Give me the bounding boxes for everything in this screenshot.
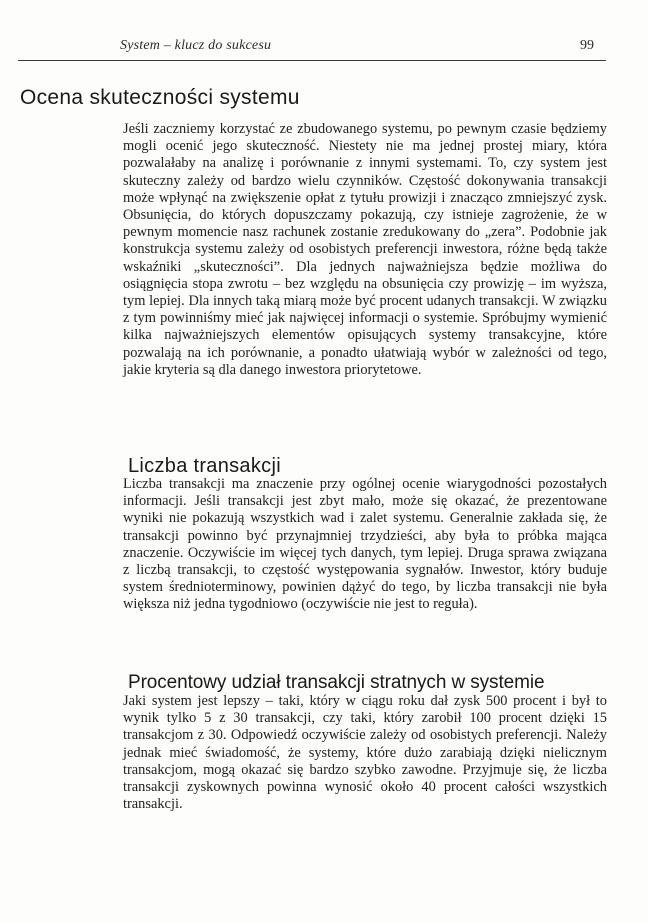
subsection-paragraph-procentowy-udzial: Jaki system jest lepszy – taki, który w ciągu roku dał zysk 500 procent i był to wynik tylko 5 z 30 transakcji, czy taki, który zarobił 100 procent dzięki 15 transakcjom z 30. Odpowiedź oczywiście zależy od osobistych preferencji. Należy jednak mieć świadomość, że systemy, które dużo zarabiają dzięki nielicznym transakcjom, mogą okazać się bardzo szybko zawodne. Przyjmuje się, że liczba transakcji zyskownych powinna wynosić około 40 procent całości wszystkich transakcji. — [123, 693, 607, 813]
section-title: Ocena skuteczności systemu — [20, 86, 300, 110]
running-head-title: System – klucz do sukcesu — [120, 38, 272, 53]
subsection-title-liczba-transakcji: Liczba transakcji — [128, 454, 281, 477]
intro-paragraph: Jeśli zaczniemy korzystać ze zbudowanego systemu, po pewnym czasie będziemy mogli ocenić jego skuteczność. Niestety nie ma jednej prostej miary, która pozwalałaby na analizę i porównanie z innymi systemami. To, czy system jest skuteczny zależy od bardzo wielu czynników. Częstość dokonywania transakcji może wpłynąć na zwiększenie opłat z tytułu prowizji i znacząco zmniejszyć zysk. Obsunięcia, do których dopuszczamy pokazują, czy istnieje zagrożenie, że w pewnym momencie nasz rachunek zostanie zredukowany do „zera”. Podobnie jak konstrukcja systemu zależy od osobistych preferencji inwestora, różne będą także wskaźniki „skuteczności”. Dla jednych najważniejsza będzie możliwa do osiągnięcia stopa zwrotu – bez względu na obsunięcia czy prowizję – im wyższa, tym lepiej. Dla innych taką miarą może być procent udanych transakcji. W związku z tym powinniśmy mieć jak najwięcej informacji o systemie. Spróbujmy wymienić kilka najważniejszych elementów opisujących systemy transakcyjne, które pozwalają na ich porównanie, a ponadto ułatwiają wybór w zależności od tego, jakie kryteria są dla danego inwestora priorytetowe. — [123, 121, 607, 378]
subsection-paragraph-liczba-transakcji: Liczba transakcji ma znaczenie przy ogólnej ocenie wiarygodności pozostałych informacji. Jeśli transakcji jest zbyt mało, może się okazać, że prezentowane wyniki nie pokazują wszystkich wad i zalet systemu. Generalnie zakłada się, że transakcji powinno być przynajmniej trzydzieści, aby była to próbka mająca znaczenie. Oczywiście im więcej tych danych, tym lepiej. Druga sprawa związana z liczbą transakcji, to częstość występowania sygnałów. Inwestor, który buduje system średnioterminowy, powinien dążyć do tego, by liczba transakcji nie była większa niż jedna tygodniowo (oczywiście nie jest to reguła). — [123, 476, 607, 613]
subsection-title-procentowy-udzial: Procentowy udział transakcji stratnych w systemie — [128, 671, 545, 693]
page-number: 99 — [580, 38, 594, 53]
header-rule — [18, 60, 606, 61]
